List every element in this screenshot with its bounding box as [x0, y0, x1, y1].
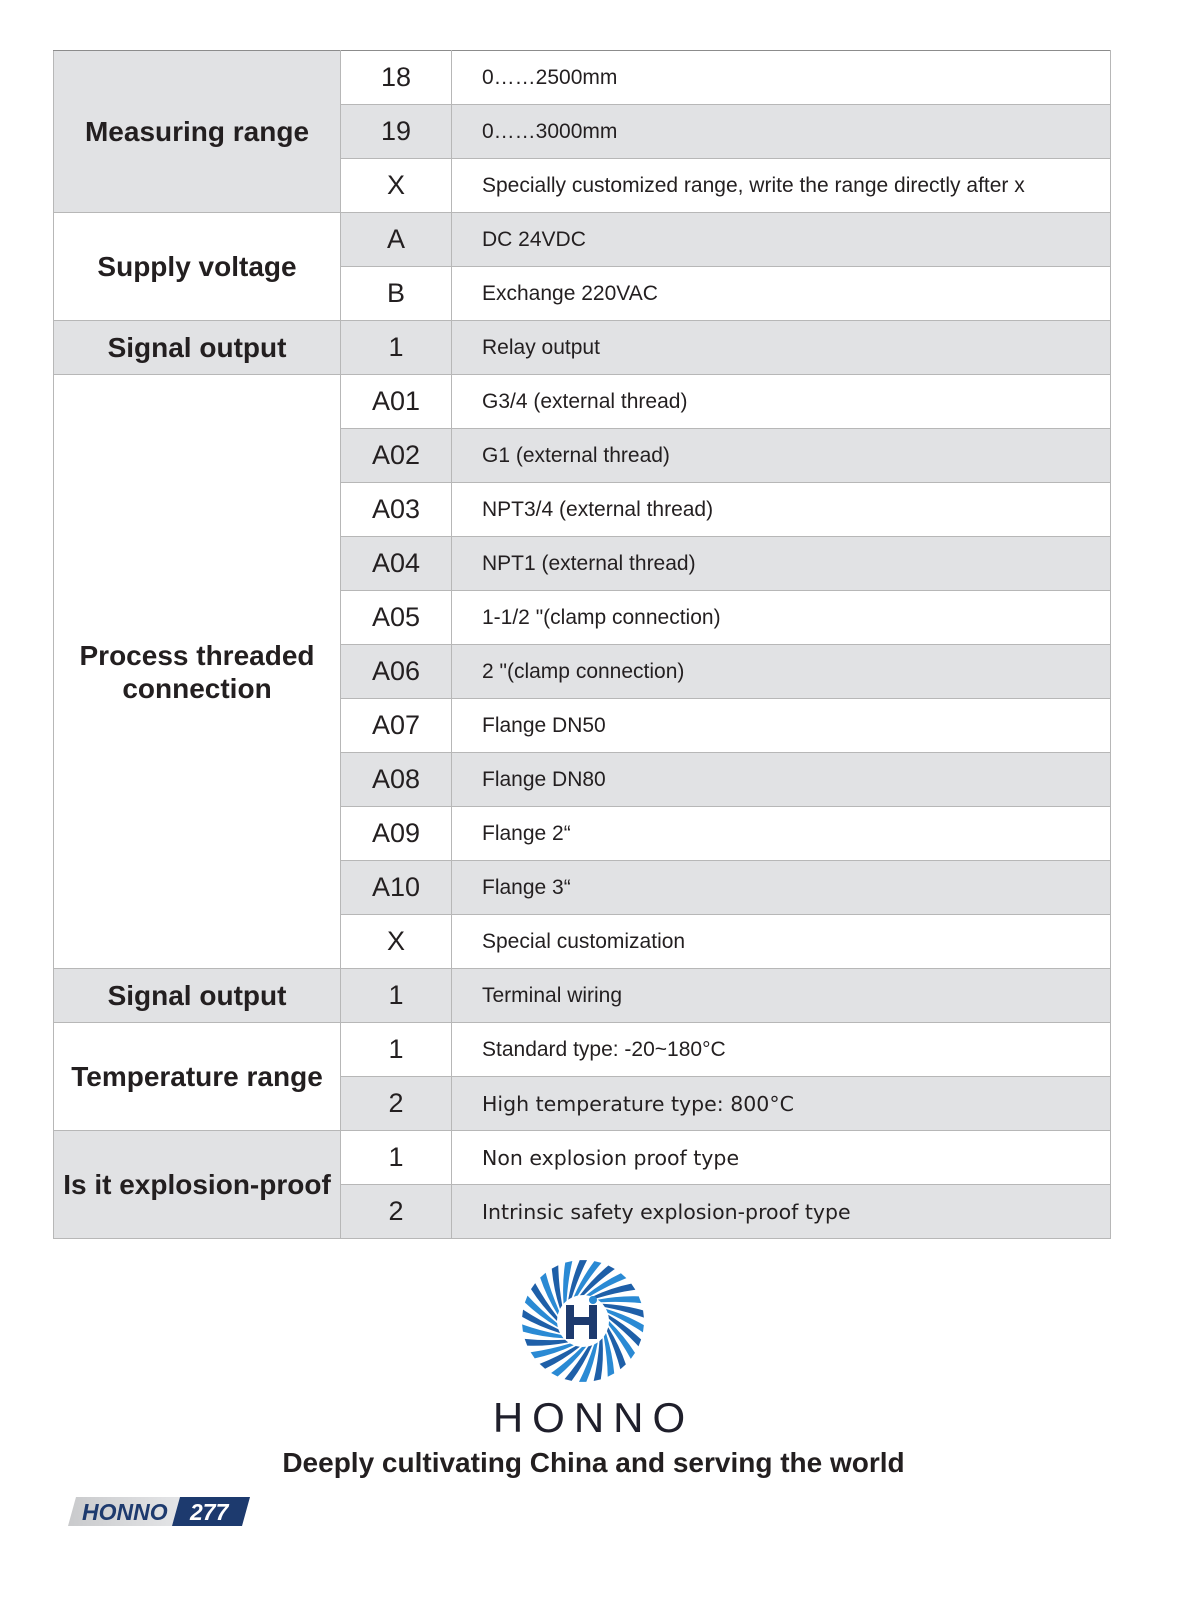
option-code: A08	[341, 753, 452, 807]
option-code: 2	[341, 1185, 452, 1239]
option-code: A01	[341, 375, 452, 429]
option-description: 0……2500mm	[452, 51, 1111, 105]
option-description: NPT3/4 (external thread)	[452, 483, 1111, 537]
option-code: A09	[341, 807, 452, 861]
option-code: 1	[341, 969, 452, 1023]
slogan: Deeply cultivating China and serving the world	[282, 1447, 905, 1478]
option-code: A05	[341, 591, 452, 645]
table-row	[54, 321, 1111, 375]
page-number: 277	[190, 1499, 229, 1525]
option-code: B	[341, 267, 452, 321]
option-description: DC 24VDC	[452, 213, 1111, 267]
brand-name: HONNO	[492, 1394, 695, 1441]
category-label: Signal output	[54, 969, 341, 1023]
option-description: 1-1/2 "(clamp connection)	[452, 591, 1111, 645]
option-description: Exchange 220VAC	[452, 267, 1111, 321]
logo-blade	[598, 1296, 642, 1303]
option-code: X	[341, 159, 452, 213]
logo-blade	[525, 1339, 569, 1346]
spec-table-body	[54, 51, 1111, 1239]
table-row	[54, 213, 1111, 267]
option-description: Flange 3“	[452, 861, 1111, 915]
option-description: Non explosion proof type	[452, 1131, 1111, 1185]
table-row	[54, 1023, 1111, 1077]
spec-table	[53, 50, 1111, 1239]
table-row	[54, 1131, 1111, 1185]
option-description: High temperature type: 800°C	[452, 1077, 1111, 1131]
category-label: Measuring range	[54, 51, 341, 213]
option-code: A10	[341, 861, 452, 915]
option-description: Flange DN80	[452, 753, 1111, 807]
option-description: NPT1 (external thread)	[452, 537, 1111, 591]
option-code: A04	[341, 537, 452, 591]
option-description: Special customization	[452, 915, 1111, 969]
option-code: 19	[341, 105, 452, 159]
option-description: 0……3000mm	[452, 105, 1111, 159]
option-description: G3/4 (external thread)	[452, 375, 1111, 429]
category-label: Temperature range	[54, 1023, 341, 1131]
option-code: A02	[341, 429, 452, 483]
option-code: 1	[341, 1023, 452, 1077]
option-description: Terminal wiring	[452, 969, 1111, 1023]
category-label: Is it explosion-proof	[54, 1131, 341, 1239]
option-description: Standard type: -20~180°C	[452, 1023, 1111, 1077]
option-code: X	[341, 915, 452, 969]
option-description: 2 "(clamp connection)	[452, 645, 1111, 699]
option-description: G1 (external thread)	[452, 429, 1111, 483]
option-code: A06	[341, 645, 452, 699]
option-code: A	[341, 213, 452, 267]
table-row	[54, 969, 1111, 1023]
category-label: Supply voltage	[54, 213, 341, 321]
category-label: Signal output	[54, 321, 341, 375]
option-code: A03	[341, 483, 452, 537]
table-row	[54, 375, 1111, 429]
option-description: Relay output	[452, 321, 1111, 375]
option-code: 2	[341, 1077, 452, 1131]
honno-logo-icon	[520, 1258, 646, 1384]
footer-brand: HONNO	[82, 1499, 168, 1525]
option-code: A07	[341, 699, 452, 753]
option-description: Flange DN50	[452, 699, 1111, 753]
option-code: 18	[341, 51, 452, 105]
category-label: Process threaded connection	[54, 375, 341, 969]
option-description: Specially customized range, write the range directly after x	[452, 159, 1111, 213]
option-description: Flange 2“	[452, 807, 1111, 861]
table-row	[54, 51, 1111, 105]
option-code: 1	[341, 321, 452, 375]
option-description: Intrinsic safety explosion-proof type	[452, 1185, 1111, 1239]
option-code: 1	[341, 1131, 452, 1185]
